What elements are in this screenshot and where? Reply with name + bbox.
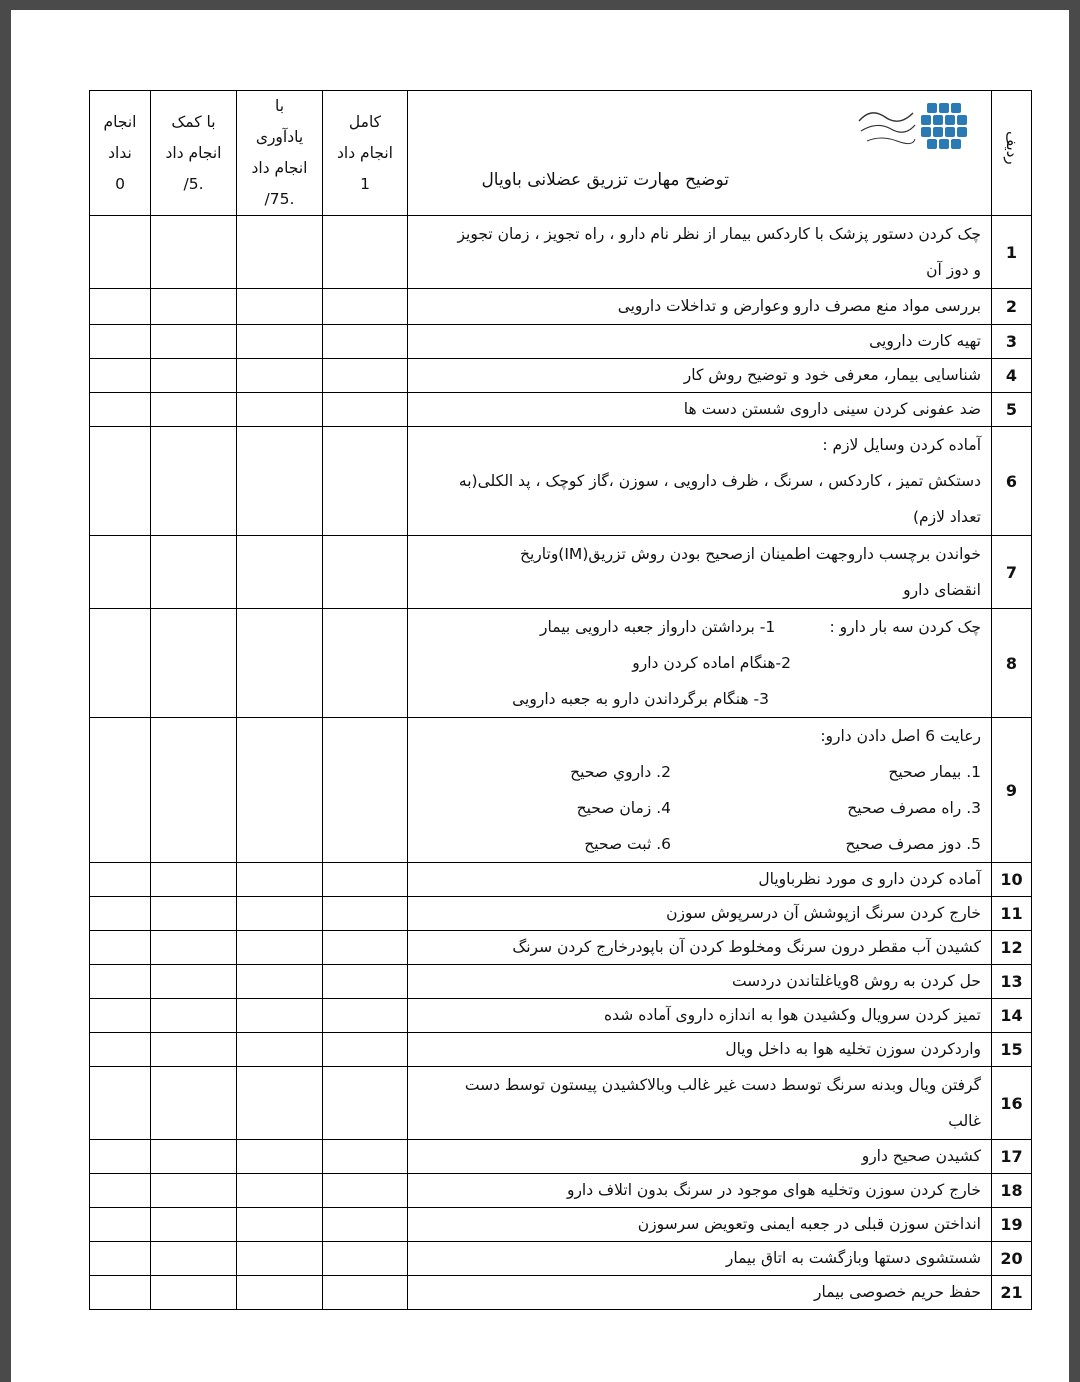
score-cell-complete[interactable] [323, 325, 408, 359]
step-text-line: 3- هنگام برگرداندن دارو به جعبه دارویی [512, 690, 769, 708]
score-cell-with-reminder[interactable] [237, 359, 323, 393]
table-row [90, 897, 1032, 931]
table-row [90, 216, 1032, 289]
principle-pair [418, 790, 981, 826]
step-text-line: دستکش تمیز ، کاردکس ، سرنگ ، ظرف دارویی ، سوزن ،گاز کوچک ، پد الکلی(به [458, 472, 981, 490]
step-text-line: غالب [948, 1112, 981, 1130]
score-cell-with-reminder[interactable] [237, 863, 323, 897]
score-cell-with-reminder[interactable] [237, 1140, 323, 1174]
step-description [408, 931, 992, 965]
row-number: 18 [992, 1174, 1032, 1208]
score-cell-complete[interactable] [323, 1276, 408, 1310]
score-cell-complete[interactable] [323, 863, 408, 897]
score-cell-with-help[interactable] [151, 999, 237, 1033]
principle-item: 3. راه مصرف صحیح [847, 799, 981, 817]
row-number: 12 [992, 931, 1032, 965]
score-cell-with-help[interactable] [151, 1174, 237, 1208]
step-text-line: تعداد لازم) [912, 508, 981, 526]
step-description [408, 536, 992, 609]
score-cell-with-reminder[interactable] [237, 1242, 323, 1276]
row-number: 16 [992, 1067, 1032, 1140]
step-description [408, 1140, 992, 1174]
column-header-complete: کامل انجام داد 1 [323, 91, 408, 216]
table-row [90, 325, 1032, 359]
principle-item: 5. دوز مصرف صحیح [845, 835, 981, 853]
score-cell-with-help[interactable] [151, 289, 237, 325]
score-cell-with-help[interactable] [151, 897, 237, 931]
table-row [90, 1033, 1032, 1067]
score-cell-complete[interactable] [323, 1208, 408, 1242]
score-cell-not-done[interactable] [90, 289, 151, 325]
score-cell-with-help[interactable] [151, 1033, 237, 1067]
step-text-line: واردکردن سوزن تخلیه هوا به داخل ویال [725, 1040, 981, 1058]
score-cell-with-reminder[interactable] [237, 999, 323, 1033]
principle-pair [418, 826, 981, 862]
score-cell-not-done[interactable] [90, 1242, 151, 1276]
row-number: 21 [992, 1276, 1032, 1310]
step-text-line: خارج کردن سرنگ ازپوشش آن درسرپوش سوزن [666, 904, 981, 922]
score-cell-complete[interactable] [323, 1067, 408, 1140]
score-cell-not-done[interactable] [90, 325, 151, 359]
step-description [408, 1067, 992, 1140]
score-cell-with-help[interactable] [151, 863, 237, 897]
score-cell-complete[interactable] [323, 216, 408, 289]
score-cell-with-help[interactable] [151, 536, 237, 609]
step-description [408, 289, 992, 325]
row-number: 2 [992, 289, 1032, 325]
score-cell-not-done[interactable] [90, 931, 151, 965]
score-cell-complete[interactable] [323, 1174, 408, 1208]
score-cell-not-done[interactable] [90, 1208, 151, 1242]
score-cell-with-reminder[interactable] [237, 609, 323, 718]
step-description [408, 325, 992, 359]
row-number: 1 [992, 216, 1032, 289]
table-row [90, 1276, 1032, 1310]
score-cell-not-done[interactable] [90, 359, 151, 393]
column-header-with-help: با کمک انجام داد .5/ [151, 91, 237, 216]
score-cell-with-help[interactable] [151, 965, 237, 999]
step-text-line: رعایت 6 اصل دادن دارو: [820, 727, 981, 745]
score-cell-complete[interactable] [323, 427, 408, 536]
step-description [408, 1276, 992, 1310]
table-row [90, 536, 1032, 609]
row-number: 8 [992, 609, 1032, 718]
row-number: 9 [992, 718, 1032, 863]
score-cell-with-reminder[interactable] [237, 897, 323, 931]
score-cell-with-reminder[interactable] [237, 1208, 323, 1242]
checklist-body [90, 216, 1032, 1310]
score-cell-with-reminder[interactable] [237, 536, 323, 609]
score-cell-complete[interactable] [323, 289, 408, 325]
step-description [408, 1033, 992, 1067]
score-cell-with-help[interactable] [151, 1067, 237, 1140]
step-text-line: آماده کردن وسایل لازم : [822, 436, 981, 454]
score-cell-with-help[interactable] [151, 1242, 237, 1276]
score-cell-complete[interactable] [323, 1242, 408, 1276]
row-number: 17 [992, 1140, 1032, 1174]
row-number: 4 [992, 359, 1032, 393]
table-row [90, 609, 1032, 718]
step-text-line: چک کردن سه بار دارو : 1- برداشتن دارواز جعبه دارویی بیمار [540, 618, 981, 636]
score-cell-with-reminder[interactable] [237, 718, 323, 863]
principle-item: 1. بیمار صحیح [888, 763, 981, 781]
title-cell [408, 91, 992, 216]
step-text-line: تمیز کردن سرویال وکشیدن هوا به اندازه داروی آماده شده [604, 1006, 981, 1024]
score-cell-complete[interactable] [323, 609, 408, 718]
score-cell-with-help[interactable] [151, 1208, 237, 1242]
row-number: 20 [992, 1242, 1032, 1276]
score-cell-not-done[interactable] [90, 999, 151, 1033]
score-cell-complete[interactable] [323, 897, 408, 931]
score-cell-not-done[interactable] [90, 216, 151, 289]
table-row [90, 999, 1032, 1033]
step-description [408, 609, 992, 718]
row-number: 3 [992, 325, 1032, 359]
score-cell-complete[interactable] [323, 1033, 408, 1067]
table-row [90, 1140, 1032, 1174]
step-description [408, 718, 992, 863]
score-cell-not-done[interactable] [90, 1174, 151, 1208]
step-text-line: انداختن سوزن قبلی در جعبه ایمنی وتعویض سرسوزن [637, 1215, 981, 1233]
principle-item: 6. ثبت صحیح [584, 835, 671, 853]
score-cell-with-reminder[interactable] [237, 965, 323, 999]
row-number: 7 [992, 536, 1032, 609]
row-number: 14 [992, 999, 1032, 1033]
step-text-line: کشیدن صحیح دارو [861, 1147, 981, 1165]
table-row [90, 427, 1032, 536]
score-cell-with-reminder[interactable] [237, 289, 323, 325]
step-description [408, 1242, 992, 1276]
step-text-line: گرفتن ویال وبدنه سرنگ توسط دست غیر غالب وبالاکشیدن پیستون توسط دست [464, 1076, 981, 1094]
score-cell-not-done[interactable] [90, 609, 151, 718]
score-cell-not-done[interactable] [90, 1067, 151, 1140]
score-cell-not-done[interactable] [90, 393, 151, 427]
score-cell-complete[interactable] [323, 931, 408, 965]
step-text-line: آماده کردن دارو ی مورد نظرباویال [758, 870, 981, 888]
score-cell-with-reminder[interactable] [237, 216, 323, 289]
step-text-line: شناسایی بیمار، معرفی خود و توضیح روش کار [683, 366, 981, 384]
score-cell-not-done[interactable] [90, 427, 151, 536]
score-cell-not-done[interactable] [90, 1033, 151, 1067]
step-text-line: حل کردن به روش 8ویاغلتاندن دردست [731, 972, 981, 990]
header-row [90, 91, 1032, 216]
table-row [90, 1174, 1032, 1208]
table-row [90, 1208, 1032, 1242]
column-header-with-reminder: با یادآوری انجام داد .75/ [237, 91, 323, 216]
table-row [90, 1242, 1032, 1276]
score-cell-with-help[interactable] [151, 325, 237, 359]
score-cell-complete[interactable] [323, 536, 408, 609]
score-cell-with-help[interactable] [151, 216, 237, 289]
step-description [408, 427, 992, 536]
skill-checklist-table [89, 90, 1032, 1310]
step-text-line: خارج کردن سوزن وتخلیه هوای موجود در سرنگ بدون اتلاف دارو [566, 1181, 981, 1199]
score-cell-complete[interactable] [323, 718, 408, 863]
page-title: توضیح مهارت تزریق عضلانی باویال [481, 170, 729, 190]
step-text-line: و دوز آن [926, 261, 981, 279]
step-text-line: انقضای دارو [903, 581, 981, 599]
score-cell-with-help[interactable] [151, 931, 237, 965]
table-row [90, 718, 1032, 863]
row-number-header: ردیف [992, 91, 1032, 216]
score-cell-with-reminder[interactable] [237, 1276, 323, 1310]
score-cell-complete[interactable] [323, 393, 408, 427]
row-number: 13 [992, 965, 1032, 999]
step-text-line: 2-هنگام اماده کردن دارو [632, 654, 791, 672]
score-cell-with-help[interactable] [151, 718, 237, 863]
score-cell-with-help[interactable] [151, 427, 237, 536]
table-row [90, 863, 1032, 897]
score-cell-not-done[interactable] [90, 1276, 151, 1310]
score-cell-with-help[interactable] [151, 609, 237, 718]
score-cell-not-done[interactable] [90, 965, 151, 999]
step-description [408, 999, 992, 1033]
score-cell-not-done[interactable] [90, 897, 151, 931]
step-description [408, 897, 992, 931]
step-description [408, 1174, 992, 1208]
score-cell-complete[interactable] [323, 359, 408, 393]
score-cell-with-reminder[interactable] [237, 427, 323, 536]
score-cell-not-done[interactable] [90, 1140, 151, 1174]
table-row [90, 1067, 1032, 1140]
score-cell-with-help[interactable] [151, 1140, 237, 1174]
score-cell-complete[interactable] [323, 1140, 408, 1174]
score-cell-not-done[interactable] [90, 536, 151, 609]
step-description [408, 965, 992, 999]
table-row [90, 359, 1032, 393]
column-header-not-done: انجام نداد 0 [90, 91, 151, 216]
principle-item: 4. زمان صحیح [576, 799, 671, 817]
table-row [90, 965, 1032, 999]
principle-pair [418, 754, 981, 790]
table-row [90, 931, 1032, 965]
step-text-line: کشیدن آب مقطر درون سرنگ ومخلوط کردن آن باپودرخارج کردن سرنگ [512, 938, 981, 956]
step-text-line: ضد عفونی کردن سینی داروی شستن دست ها [683, 400, 981, 418]
score-cell-complete[interactable] [323, 999, 408, 1033]
score-cell-not-done[interactable] [90, 863, 151, 897]
score-cell-with-help[interactable] [151, 393, 237, 427]
score-cell-with-reminder[interactable] [237, 325, 323, 359]
principle-item: 2. داروي صحیح [570, 763, 671, 781]
score-cell-with-help[interactable] [151, 1276, 237, 1310]
step-text-line: چک کردن دستور پزشک با کاردکس بیمار از نظر نام دارو ، راه تجویز ، زمان تجویز [457, 225, 981, 243]
step-description [408, 393, 992, 427]
step-text-line: خواندن برچسب داروجهت اطمینان ازصحیح بودن روش تزریق(IM)وتاریخ [519, 545, 981, 563]
table-row [90, 393, 1032, 427]
row-number: 15 [992, 1033, 1032, 1067]
score-cell-with-help[interactable] [151, 359, 237, 393]
score-cell-complete[interactable] [323, 965, 408, 999]
row-number: 6 [992, 427, 1032, 536]
step-description [408, 359, 992, 393]
row-number: 11 [992, 897, 1032, 931]
score-cell-with-reminder[interactable] [237, 1033, 323, 1067]
step-text-line: بررسی مواد منع مصرف دارو وعوارض و تداخلات دارویی [617, 297, 981, 315]
score-cell-with-reminder[interactable] [237, 1067, 323, 1140]
score-cell-with-reminder[interactable] [237, 931, 323, 965]
document-page [11, 10, 1069, 1382]
step-description [408, 863, 992, 897]
score-cell-with-reminder[interactable] [237, 393, 323, 427]
row-number: 10 [992, 863, 1032, 897]
university-logo-icon [857, 99, 981, 159]
step-description [408, 1208, 992, 1242]
step-text-line: حفظ حریم خصوصی بیمار [814, 1283, 981, 1301]
step-description [408, 216, 992, 289]
score-cell-not-done[interactable] [90, 718, 151, 863]
score-cell-with-reminder[interactable] [237, 1174, 323, 1208]
table-row [90, 289, 1032, 325]
row-number: 5 [992, 393, 1032, 427]
step-text-line: تهیه کارت دارویی [869, 332, 981, 350]
row-number: 19 [992, 1208, 1032, 1242]
step-text-line: شستشوی دستها وبازگشت به اتاق بیمار [725, 1249, 981, 1267]
